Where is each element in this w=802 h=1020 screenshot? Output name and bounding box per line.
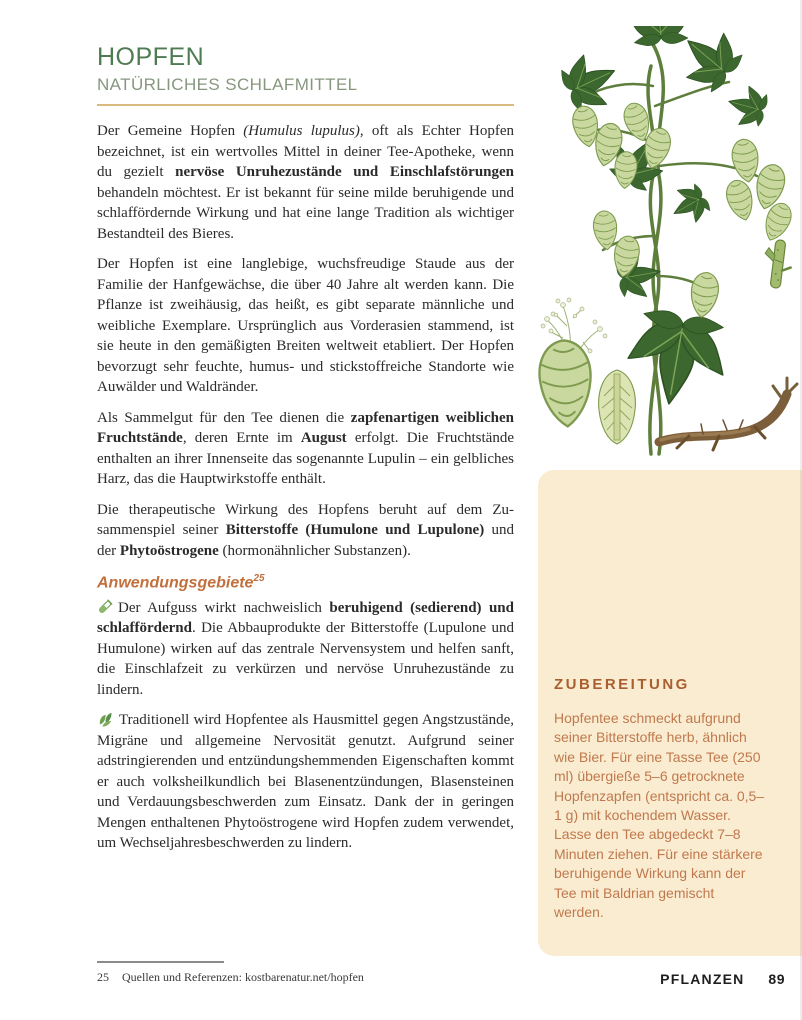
herb-sprig-icon (97, 712, 114, 727)
page-title: HOPFEN (97, 43, 205, 71)
page-number: 89 (768, 971, 785, 987)
paragraph-botany (97, 254, 514, 398)
hops-plant-drawing (533, 26, 802, 458)
paragraph-infusion (97, 598, 514, 701)
hops-botanical-illustration (533, 26, 802, 458)
test-tube-icon (97, 599, 113, 615)
paragraph-text: Traditionell wird Hopfentee als Hausmittel gegen Angstzustände, Migräne und allgemeine Nervosität genutzt. Aufgrund seiner adstringierenden und entzündungshemmenden Eigenschaften kommt er auch volksheilkundlich bei Blasenentzündungen, Blasensteinen und Verdauungsbeschwerden zum Einsatz. Dank der in geringen Mengen enthaltenen Phytoöstrogene wird Hopfen zudem verwendet, um Wechseljahresbeschwerden zu lindern. (97, 712, 514, 852)
preparation-box (538, 470, 802, 956)
preparation-box-title: ZUBEREITUNG (554, 676, 690, 693)
paragraph-text: Der Gemeine Hopfen (Humulus lupulus), oft als Echter Hopfen bezeichnet, ist ein wertvolles Mittel in deiner Tee-Apotheke, wenn du gezielt nervöse Unruhezustände und Einschlafstörungen behandeln möchtest. Er ist bekannt für seine milde beruhigende und schlaffördernde Wirkung und hat eine lange Tradition als wichtiger Bestandteil des Bieres. (97, 123, 515, 242)
paragraph-text: Der Aufguss wirkt nachweislich beruhigend (sedierend) und schlaffördernd. Die Abbauprodukte der Bitterstoffe (Lupulone und Humulone) wirken auf das zentrale Nervensystem und helfen sanft, die Einschlafzeit zu verkürzen und nervöse Unruhezustände zu lindern. (97, 599, 514, 698)
section-heading-anwendungsgebiete (97, 573, 514, 593)
paragraph-text: Die therapeutische Wirkung des Hopfens beruht auf dem Zusammenspiel seiner Bitterstoffe (Humulone und Lupulone) und der Phytoöstrogene (hormonähnlicher Substanzen). (97, 501, 514, 559)
preparation-box-text: Hopfentee schmeckt aufgrund seiner Bitterstoffe herb, ähnlich wie Bier. Für eine Tasse Tee (250 ml) übergieße 5–6 getrocknete Hopfenzapfen (entspricht ca. 0,5–1 g) mit kochendem Wasser. Lasse den Tee abgedeckt 7–8 Minuten ziehen. Für eine stärkere beruhigende Wirkung kann der Tee mit Baldrian gemischt werden. (554, 710, 765, 921)
footnote-divider (97, 961, 224, 963)
paragraph-traditional (97, 710, 514, 854)
footnote-number: 25 (97, 969, 109, 984)
paragraph-intro (97, 121, 514, 244)
page-header (97, 44, 514, 106)
paragraph-text: Als Sammelgut für den Tee dienen die zapfenartigen weiblichen Fruchtstände, deren Ernte im August erfolgt. Die Fruchtstände enthalten an ihrer Innenseite das sogenannte Lupulin – ein gelbliches Harz, das die Hauptwirkstoffe enthält. (97, 409, 515, 487)
paragraph-text: Der Hopfen ist eine langlebige, wuchsfreudige Staude aus der Familie der Hanfgewächse, die über 40 Jahre alt werden kann. Die Pflanze ist zweihäusig, das heißt, es gibt separate männliche und weibliche Exemplare. Ursprünglich aus Vorderasien stammend, ist sie heute in den gemäßigten Breiten weltweit etabliert. Der Hopfen bevorzugt sehr feuchte, humus- und stickstoffreiche Standorte wie Auwälder und Waldränder. (97, 256, 514, 395)
article (97, 121, 514, 864)
footnote-text: Quellen und Referenzen: kostbarenatur.net/hopfen (122, 969, 364, 984)
footnote (97, 961, 497, 985)
chapter-label: PFLANZEN (660, 971, 745, 987)
page-folio (660, 971, 785, 987)
paragraph-effect (97, 500, 514, 562)
footnote-line (97, 970, 497, 985)
title-divider (97, 104, 514, 106)
footnote-reference: 25 (253, 573, 265, 584)
paragraph-harvest (97, 408, 514, 490)
section-heading-text: Anwendungsgebiete (97, 574, 254, 592)
page-subtitle: NATÜRLICHES SCHLAFMITTEL (97, 74, 358, 94)
